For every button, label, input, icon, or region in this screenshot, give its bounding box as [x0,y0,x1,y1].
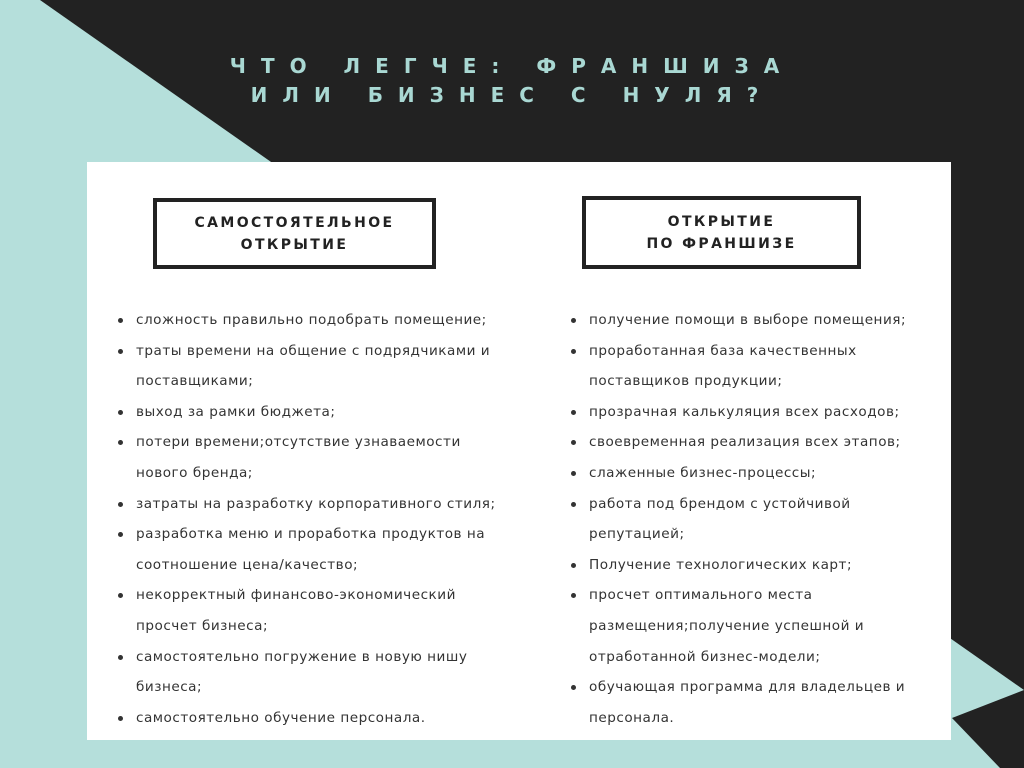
comparison-card [87,162,951,740]
list-item: потери времени;отсутствие узнаваемости нового бренда; [118,427,513,488]
list-item: прозрачная калькуляция всех расходов; [571,397,916,428]
list-item: получение помощи в выборе помещения; [571,305,916,336]
left-column-heading [153,198,436,269]
list-item: работа под брендом с устойчивой репутацией; [571,489,916,550]
list-item: слаженные бизнес-процессы; [571,458,916,489]
left-bullet-list [118,305,513,733]
list-item: траты времени на общение с подрядчиками и поставщиками; [118,336,513,397]
list-item: проработанная база качественных поставщиков продукции; [571,336,916,397]
list-item: Получение технологических карт; [571,550,916,581]
list-item: сложность правильно подобрать помещение; [118,305,513,336]
list-item: выход за рамки бюджета; [118,397,513,428]
left-heading-line-1: САМОСТОЯТЕЛЬНОЕ [194,214,395,231]
list-item: затраты на разработку корпоративного стиля; [118,489,513,520]
list-item: обучающая программа для владельцев и персонала. [571,672,916,733]
list-item: некорректный финансово-экономический просчет бизнеса; [118,580,513,641]
right-bullet-list [571,305,916,733]
list-item: просчет оптимального места размещения;получение успешной и отработанной бизнес-модели; [571,580,916,672]
left-heading-line-2: ОТКРЫТИЕ [240,236,349,253]
list-item: самостоятельно погружение в новую нишу бизнеса; [118,642,513,703]
list-item: своевременная реализация всех этапов; [571,427,916,458]
list-item: разработка меню и проработка продуктов на соотношение цена/качество; [118,519,513,580]
page-title [0,52,1024,110]
title-line-1: ЧТО ЛЕГЧЕ: ФРАНШИЗА [229,54,795,78]
right-heading-line-2: ПО ФРАНШИЗЕ [646,235,797,252]
right-column-heading [582,196,861,269]
title-line-2: ИЛИ БИЗНЕС С НУЛЯ? [250,83,774,107]
list-item: самостоятельно обучение персонала. [118,703,513,734]
right-heading-line-1: ОТКРЫТИЕ [667,213,776,230]
